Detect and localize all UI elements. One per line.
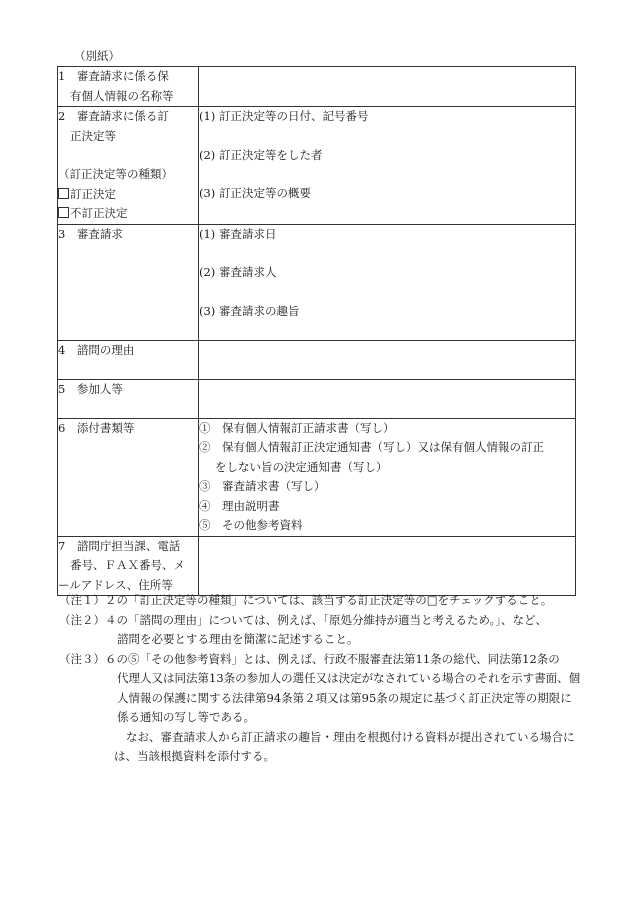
row3-value-cell	[199, 224, 576, 340]
row7-label-line1: 7 諮問庁担当課、電話	[58, 538, 181, 553]
row2-label-line2: 正決定等	[70, 128, 116, 143]
row7-label-cell	[58, 536, 199, 596]
row2-label-line1: 2 審査請求に係る訂	[58, 109, 169, 123]
note-1-tag: （注１）	[59, 593, 105, 607]
attachment-item-3: ③ 審査請求書（写し）	[199, 479, 326, 493]
row1-value-cell[interactable]	[199, 67, 576, 107]
row2-item2: (2) 訂正決定等をした者	[199, 147, 323, 162]
row5-label-cell	[58, 379, 199, 418]
note-3-p2-line2: は、当該根拠資料を添付する。	[114, 749, 275, 763]
note-3-line2: 代理人又は同法第13条の参加人の選任又は決定がなされている場合のそれを示す書面、個	[117, 671, 581, 685]
table-row	[58, 418, 576, 536]
note-3-line4: 係る通知の写し等である。	[117, 710, 255, 724]
row5-value-cell[interactable]	[199, 379, 576, 418]
option-label: 訂正決定	[70, 186, 116, 201]
row6-label-cell	[58, 418, 199, 536]
row3-item3: (3) 審査請求の趣旨	[199, 303, 300, 318]
row2-item3: (3) 訂正決定等の概要	[199, 186, 311, 200]
note-3-tag: （注３）	[59, 651, 105, 666]
row5-label: 5 参加人等	[58, 381, 123, 396]
checkbox-icon[interactable]	[58, 188, 69, 199]
option-non-correction-decision[interactable]	[58, 204, 198, 224]
row6-label: 6 添付書類等	[58, 420, 135, 435]
row7-value-cell[interactable]	[199, 536, 576, 596]
note-3	[59, 650, 581, 728]
note-1-text: ２の「訂正決定等の種類」については、該当する訂正決定等の□をチェックすること。	[105, 593, 553, 607]
row6-value-cell	[199, 418, 576, 536]
decision-kind-title: （訂正決定等の種類）	[58, 167, 173, 181]
row3-item2: (2) 審査請求人	[199, 265, 277, 279]
option-correction-decision[interactable]	[58, 185, 198, 205]
table-row	[58, 536, 576, 596]
row2-label-cell	[58, 107, 199, 225]
row4-value-cell[interactable]	[199, 340, 576, 379]
row7-label-line2: 番号、ＦＡＸ番号、メ	[70, 558, 185, 572]
notes-section	[59, 591, 581, 767]
row7-label-line3: ールアドレス、住所等	[58, 577, 173, 592]
checkbox-icon[interactable]	[58, 207, 69, 218]
table-row	[58, 107, 576, 225]
row1-label-cell	[58, 67, 199, 107]
table-row	[58, 340, 576, 379]
row2-item1: (1) 訂正決定等の日付、記号番号	[199, 109, 369, 123]
row2-value-cell	[199, 107, 576, 225]
attachment-item-2-line2: をしない旨の決定通知書（写し）	[215, 459, 388, 474]
row4-label: 4 諮問の理由	[58, 342, 135, 357]
note-2-line2: 諮問を必要とする理由を簡潔に記述すること。	[117, 632, 359, 646]
attachment-item-2-line1: ② 保有個人情報訂正決定通知書（写し）又は保有個人情報の訂正	[199, 440, 544, 454]
note-2-tag: （注２）	[59, 612, 105, 627]
attachment-item-1: ① 保有個人情報訂正請求書（写し）	[199, 420, 395, 435]
row4-label-cell	[58, 340, 199, 379]
option-label: 不訂正決定	[70, 206, 128, 220]
row1-label-line1: 1 審査請求に係る保	[58, 69, 169, 83]
table-row	[58, 67, 576, 107]
row3-item1: (1) 審査請求日	[199, 226, 277, 241]
note-3-line1: ６の⑤「その他参考資料」とは、例えば、行政不服審査法第11条の総代、同法第12条の	[105, 651, 560, 666]
note-2-line1: ４の「諮問の理由」については、例えば、「原処分維持が適当と考えるため。」、など、	[105, 612, 548, 627]
review-request-form-table	[57, 66, 576, 596]
note-3-p2-line1: なお、審査請求人から訂正請求の趣旨・理由を根拠付ける資料が提出されている場合に	[126, 729, 575, 744]
table-row	[58, 224, 576, 340]
table-row	[58, 379, 576, 418]
note-3-line3: 人情報の保護に関する法律第94条第２項又は第95条の規定に基づく訂正決定等の期限に	[117, 690, 572, 705]
note-3-paragraph-2	[59, 728, 581, 767]
note-1	[59, 591, 581, 611]
attachment-item-4: ④ 理由説明書	[199, 498, 280, 513]
note-2	[59, 611, 581, 650]
row3-label: 3 審査請求	[58, 226, 123, 241]
row3-label-cell	[58, 224, 199, 340]
row1-label-line2: 有個人情報の名称等	[70, 88, 174, 103]
attachment-item-5: ⑤ その他参考資料	[199, 518, 303, 532]
attachment-label: （別紙）	[74, 49, 120, 63]
